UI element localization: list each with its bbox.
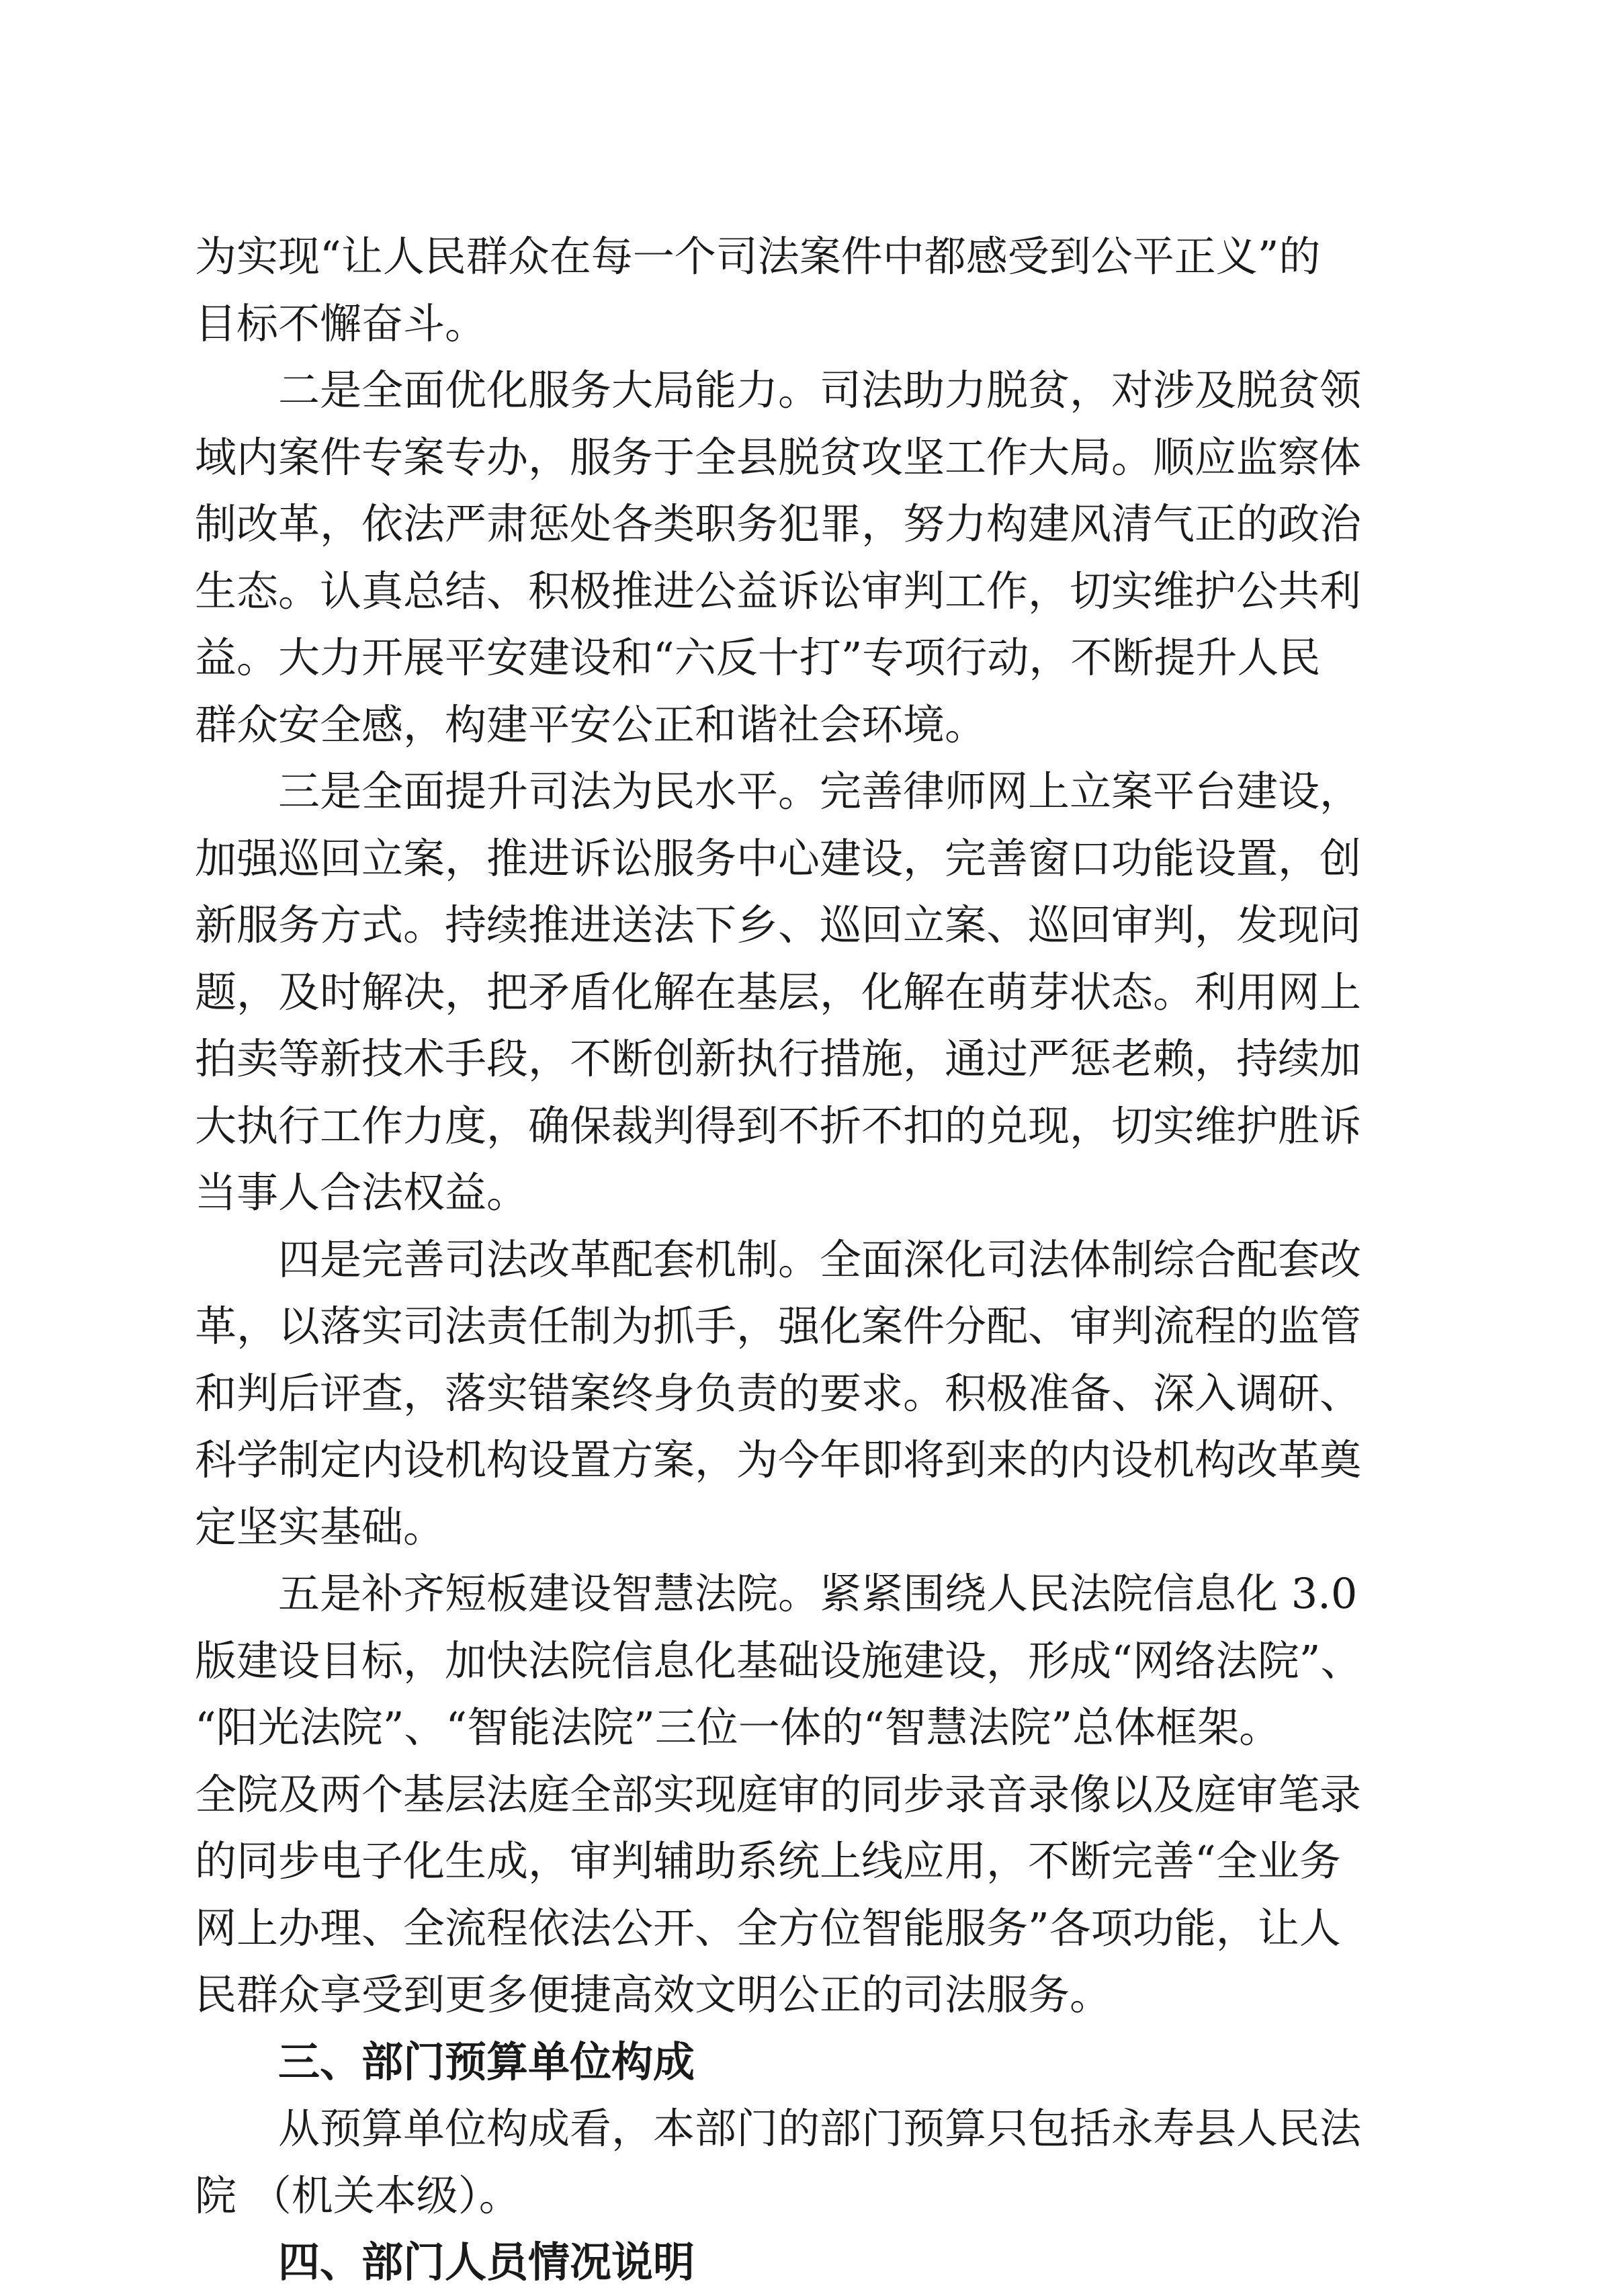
text-line: 三是全面提升司法为民水平。完善律师网上立案平台建设， [278, 767, 1362, 816]
text-line: 制改革，依法严肃惩处各类职务犯罪，努力构建风清气正的政治 [195, 499, 1362, 548]
text-line: 院 （机关本级）。 [195, 2170, 521, 2220]
text-line: 版建设目标，加快法院信息化基础设施建设，形成“网络法院”、 [195, 1635, 1363, 1685]
text-line: 定坚实基础。 [195, 1502, 445, 1551]
text-line: 生态。认真总结、积极推进公益诉讼审判工作，切实维护公共利 [195, 566, 1362, 615]
text-line: 二是全面优化服务大局能力。司法助力脱贫，对涉及脱贫领 [278, 366, 1362, 415]
text-line: 从预算单位构成看，本部门的部门预算只包括永寿县人民法 [278, 2104, 1362, 2153]
text-line: 题，及时解决，把矛盾化解在基层，化解在萌芽状态。利用网上 [195, 967, 1362, 1017]
text-line: 域内案件专案专办，服务于全县脱贫攻坚工作大局。顺应监察体 [195, 432, 1362, 482]
section-heading: 四、部门人员情况说明 [278, 2238, 695, 2287]
text-line: 和判后评查，落实错案终身负责的要求。积极准备、深入调研、 [195, 1368, 1362, 1418]
text-line: 新服务方式。持续推进送法下乡、巡回立案、巡回审判，发现问 [195, 900, 1362, 949]
text-line: 五是补齐短板建设智慧法院。紧紧围绕人民法院信息化 3.0 [278, 1569, 1358, 1618]
text-line: 加强巡回立案，推进诉讼服务中心建设，完善窗口功能设置，创 [195, 833, 1362, 883]
document-page [195, 223, 1404, 2296]
text-line: 大执行工作力度，确保裁判得到不折不扣的兑现，切实维护胜诉 [195, 1101, 1362, 1150]
text-line: 网上办理、全流程依法公开、全方位智能服务”各项功能，让人 [195, 1903, 1341, 1953]
text-line: “阳光法院”、“智能法院”三位一体的“智慧法院”总体框架。 [195, 1703, 1281, 1752]
text-line: 的同步电子化生成，审判辅助系统上线应用，不断完善“全业务 [195, 1836, 1341, 1885]
text-line: 拍卖等新技术手段，不断创新执行措施，通过严惩老赖，持续加 [195, 1034, 1362, 1083]
text-line: 群众安全感，构建平安公正和谐社会环境。 [195, 699, 987, 749]
text-line: 目标不懈奋斗。 [195, 298, 487, 348]
text-line: 四是完善司法改革配套机制。全面深化司法体制综合配套改 [278, 1234, 1362, 1284]
text-line: 当事人合法权益。 [195, 1168, 529, 1217]
text-line: 为实现“让人民群众在每一个司法案件中都感受到公平正义”的 [195, 232, 1321, 281]
text-line: 全院及两个基层法庭全部实现庭审的同步录音录像以及庭审笔录 [195, 1769, 1362, 1819]
text-line: 革，以落实司法责任制为抓手，强化案件分配、审判流程的监管 [195, 1302, 1362, 1351]
text-line: 益。大力开展平安建设和“六反十打”专项行动，不断提升人民 [195, 633, 1321, 682]
section-heading: 三、部门预算单位构成 [278, 2037, 695, 2086]
text-line: 民群众享受到更多便捷高效文明公正的司法服务。 [195, 1970, 1112, 2019]
text-line: 科学制定内设机构设置方案，为今年即将到来的内设机构改革奠 [195, 1435, 1362, 1484]
